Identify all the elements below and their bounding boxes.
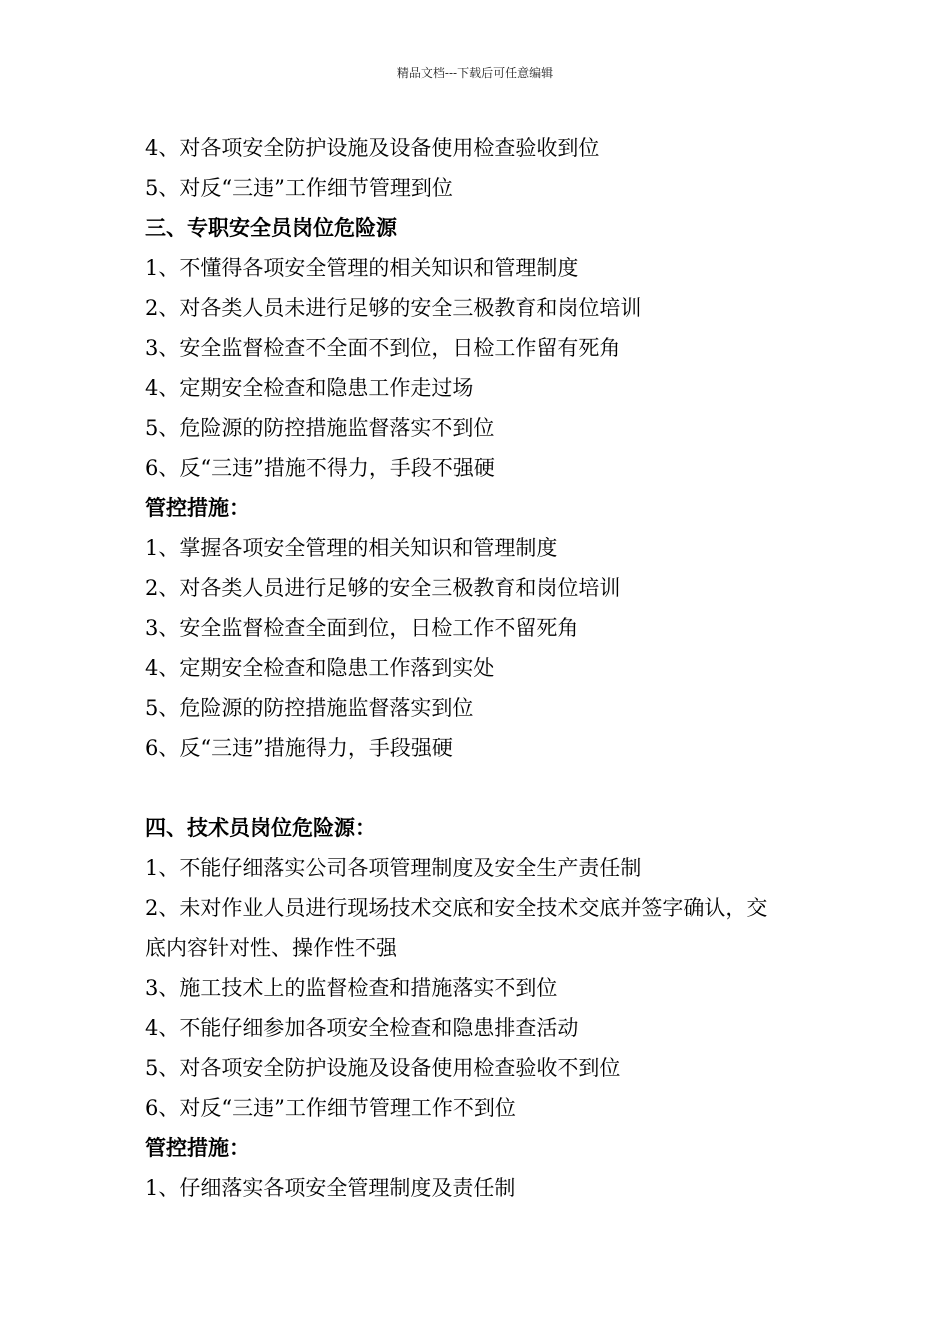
section-heading: 管控措施：	[145, 1136, 250, 1160]
list-item: 3、安全监督检查全面到位，日检工作不留死角	[145, 616, 579, 640]
document-body	[145, 128, 825, 1208]
list-item: 1、不懂得各项安全管理的相关知识和管理制度	[145, 256, 579, 280]
section-heading: 管控措施：	[145, 496, 250, 520]
list-item: 4、定期安全检查和隐患工作走过场	[145, 376, 474, 400]
list-item: 3、施工技术上的监督检查和措施落实不到位	[145, 976, 558, 1000]
list-item: 6、反“三违”措施得力，手段强硬	[145, 736, 453, 760]
section-heading: 四、技术员岗位危险源：	[145, 816, 376, 840]
list-item: 4、对各项安全防护设施及设备使用检查验收到位	[145, 136, 600, 160]
list-item: 2、对各类人员进行足够的安全三极教育和岗位培训	[145, 576, 621, 600]
section-heading: 三、专职安全员岗位危险源	[145, 216, 397, 240]
list-item: 3、安全监督检查不全面不到位，日检工作留有死角	[145, 336, 621, 360]
list-item: 6、对反“三违”工作细节管理工作不到位	[145, 1096, 516, 1120]
list-item: 2、未对作业人员进行现场技术交底和安全技术交底并签字确认，交	[145, 896, 768, 920]
list-item: 6、反“三违”措施不得力，手段不强硬	[145, 456, 495, 480]
page-header: 精品文档---下载后可任意编辑	[396, 66, 554, 80]
list-item: 5、危险源的防控措施监督落实到位	[145, 696, 474, 720]
list-item-continuation: 底内容针对性、操作性不强	[145, 936, 397, 960]
list-item: 5、危险源的防控措施监督落实不到位	[145, 416, 495, 440]
list-item: 1、不能仔细落实公司各项管理制度及安全生产责任制	[145, 856, 642, 880]
list-item: 1、掌握各项安全管理的相关知识和管理制度	[145, 536, 558, 560]
list-item: 1、仔细落实各项安全管理制度及责任制	[145, 1176, 516, 1200]
list-item: 2、对各类人员未进行足够的安全三极教育和岗位培训	[145, 296, 642, 320]
blank-line	[145, 768, 825, 808]
list-item: 4、定期安全检查和隐患工作落到实处	[145, 656, 495, 680]
list-item: 5、对反“三违”工作细节管理到位	[145, 176, 453, 200]
list-item: 5、对各项安全防护设施及设备使用检查验收不到位	[145, 1056, 621, 1080]
list-item: 4、不能仔细参加各项安全检查和隐患排查活动	[145, 1016, 579, 1040]
